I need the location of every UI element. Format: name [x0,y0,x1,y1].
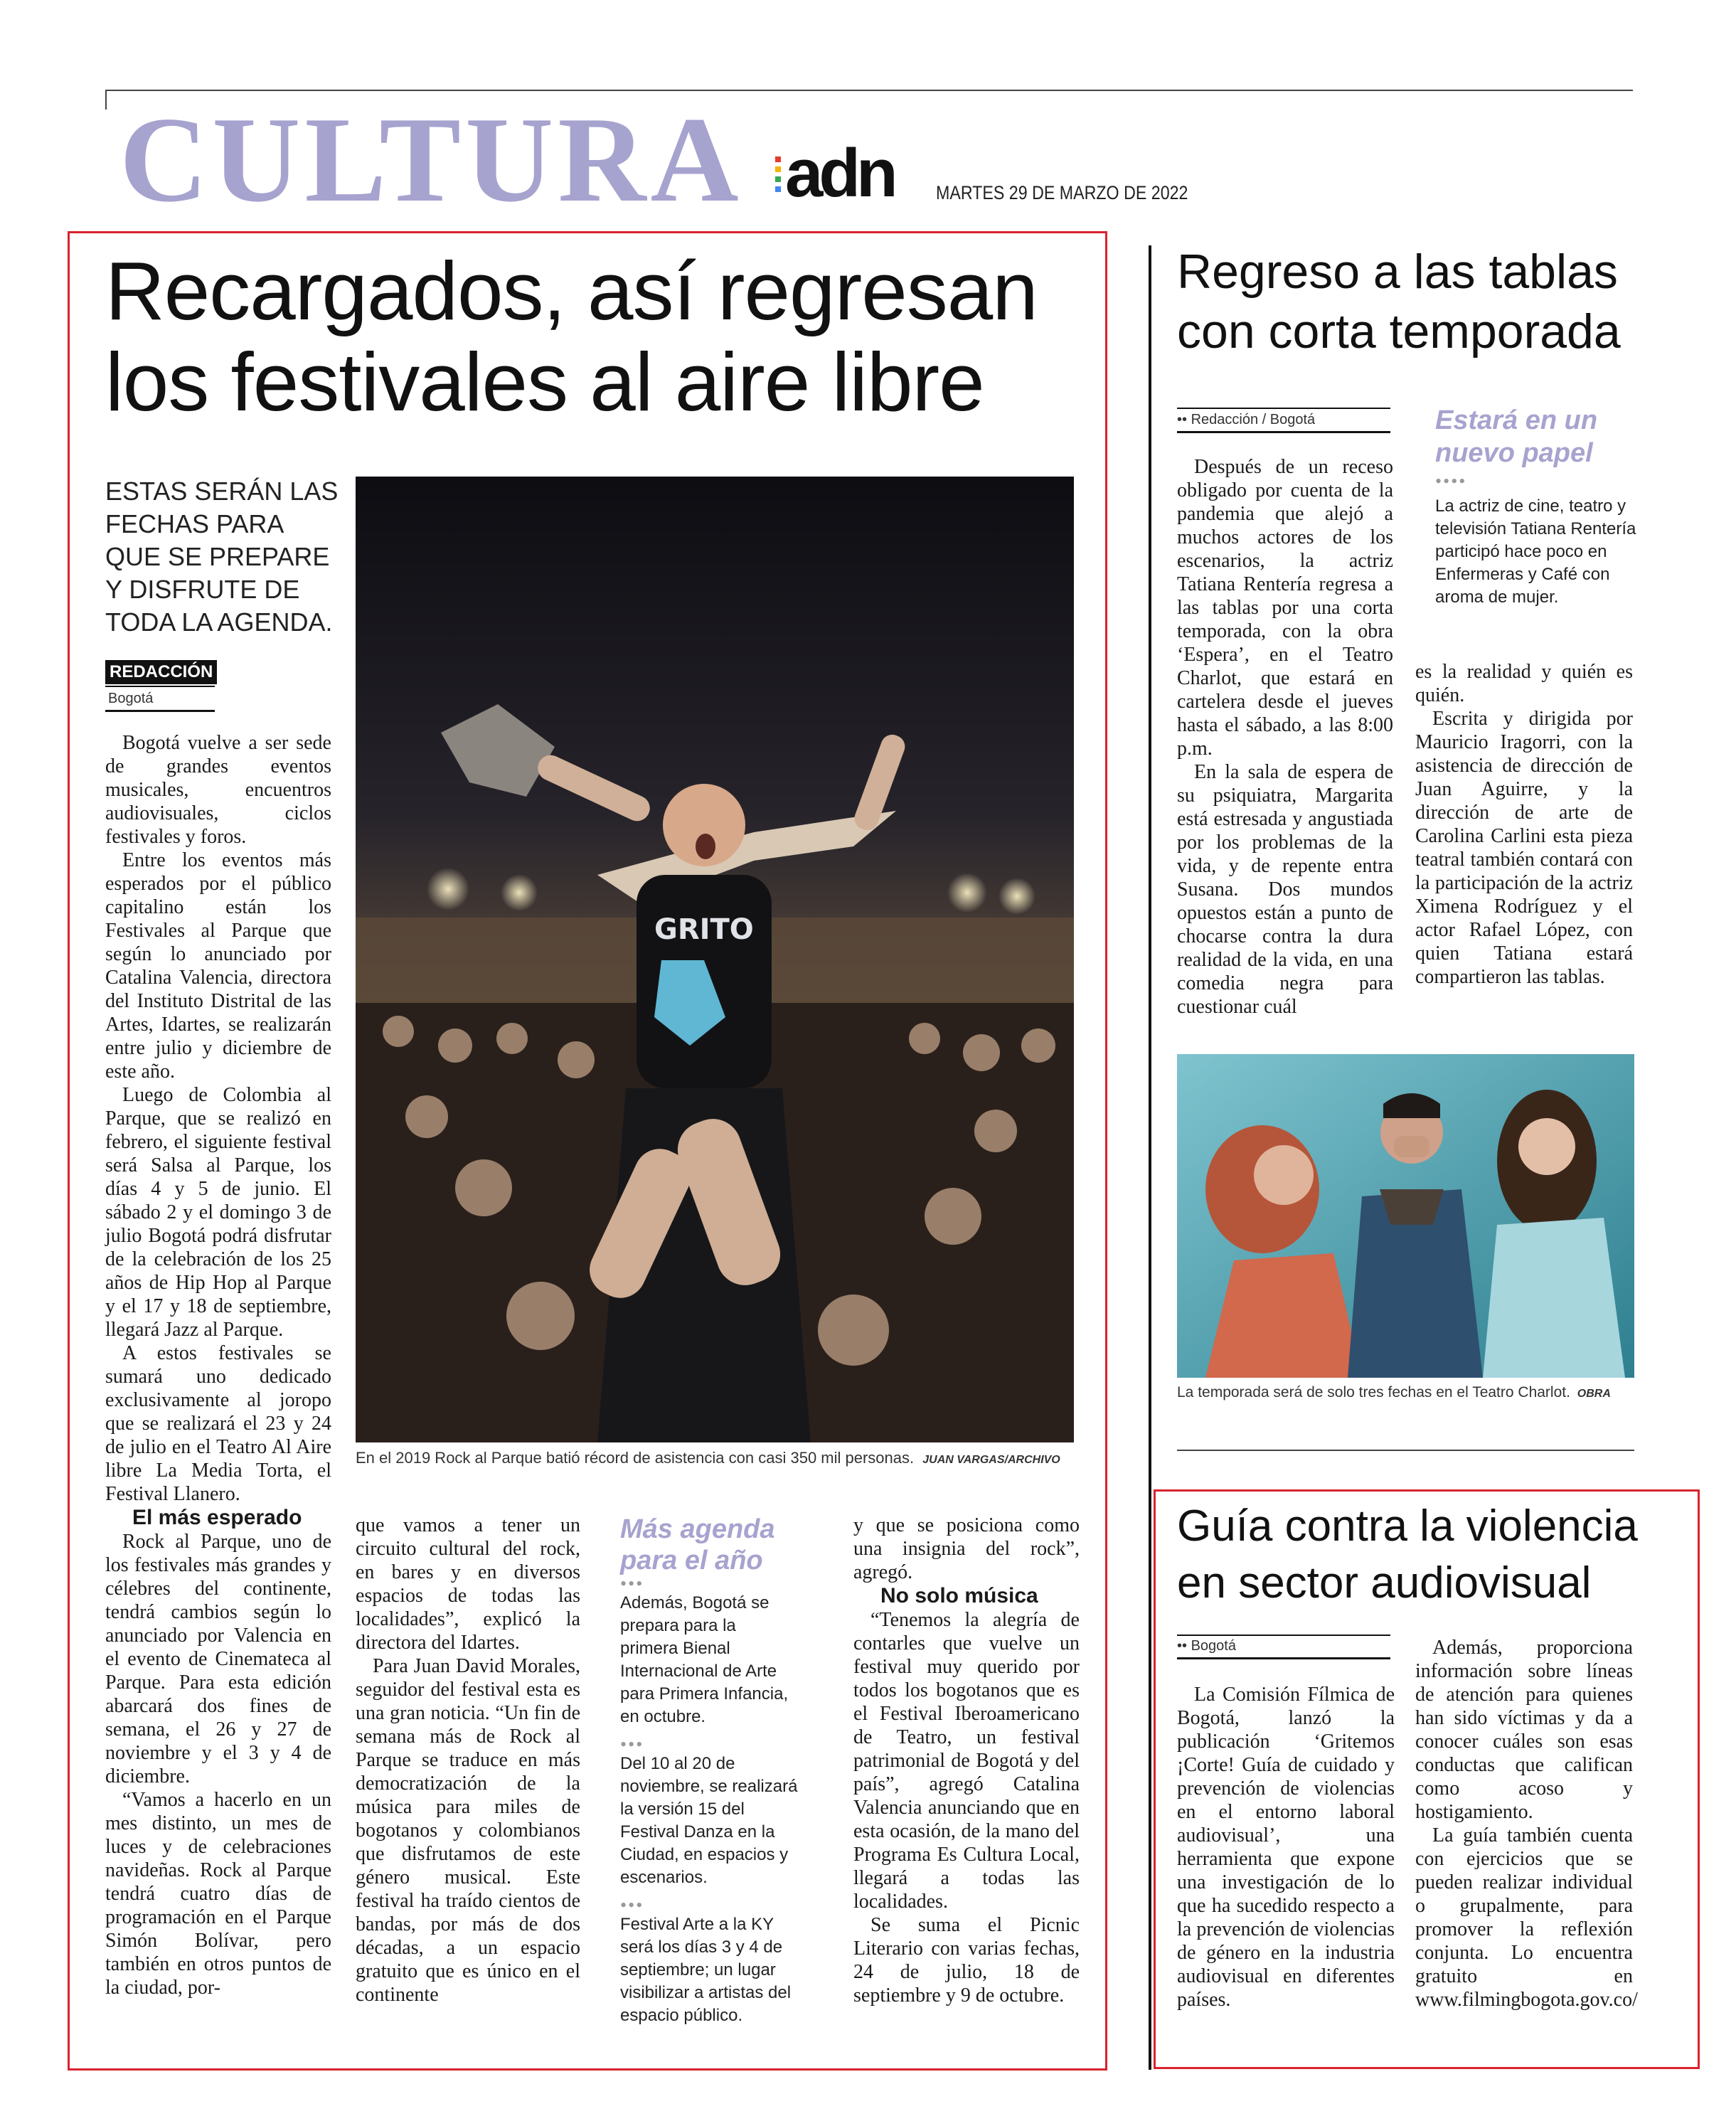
column-separator [1149,245,1151,2070]
photo-caption: En el 2019 Rock al Parque batió récord de asistencia con casi 350 mil personas. [356,1449,915,1467]
guide-byline [1177,1637,1236,1654]
concert-photo [356,477,1074,1442]
section-divider [1177,1450,1634,1451]
paragraph: Además, proporciona información sobre líneas de atención para quienes han sido víctimas y da a conocer cuáles son esas conductas que califican como acoso y hostigamiento. [1415,1637,1633,1823]
paragraph: “Tenemos la alegría de contarles que vuelve un festival muy querido por todos los bogotanos que es el Festival Iberoamericano de Teatro, un festival patrimonial de Bogotá y del país”, agregó Catalina Valencia anunciando que en esta ocasión, de la mano del Programa Es Cultura Local, llegará a todas las localidades. [853,1609,1080,1913]
theatre-byline [1177,411,1315,428]
agenda-sidebar [620,1514,798,2027]
theatre-col-2 [1415,660,1633,989]
theatre-cast-illustration [1177,1054,1634,1378]
main-deck: ESTAS SERÁN LAS FECHAS PARA QUE SE PREPARE Y DISFRUTE DE TODA LA AGENDA. [105,477,339,637]
dots-icon: •••• [1435,471,1467,491]
main-col-1 [105,731,331,1999]
logo-text: adn [785,135,894,211]
paragraph: La guía también cuenta con ejercicios que se pueden realizar individual o grupalmente, para promover la reflexión conjunta. Lo encuentra gratuito en www.filmingbogota.gov.co/ [1415,1824,1638,2011]
top-rule [105,90,1633,91]
paragraph: La Comisión Fílmica de Bogotá, lanzó la publicación ‘Gritemos ¡Corte! Guía de cuidado y prevención de violencias en el entorno laboral audiovisual’, una herramienta que expone una investigación de lo que ha sucedido respecto a la prevención de violencias de género en la industria audiovisual en diferentes países. [1177,1684,1395,2011]
sidebar-title: Estará en un nuevo papel [1435,405,1598,468]
section-title: CULTURA [119,92,743,228]
dots-icon: ••• [620,1895,644,1915]
paragraph: Bogotá vuelve a ser sede de grandes eventos musicales, encuentros audiovisuales, ciclos festivales y foros. [105,732,331,848]
paragraph: y que se posiciona como una insignia del rock”, agregó. [853,1514,1080,1583]
top-rule-tick [105,90,107,110]
paragraph: Luego de Colombia al Parque, que se realizó en febrero, el siguiente festival será Salsa al Parque, los días 4 y 5 de junio. El sábado 2 y el domingo 3 de julio Bogotá podrá disfrutar de la celebración de los 25 años de Hip Hop al Parque y el 17 y 18 de septiembre, llegará Jazz al Parque. [105,1084,331,1341]
byline-place: Bogotá [108,691,154,706]
sidebar-item: Además, Bogotá se prepara para la primera Bienal Internacional de Arte para Primera Infancia, en octubre. [620,1593,789,1726]
sidebar-item: Del 10 al 20 de noviembre, se realizará la versión 15 del Festival Danza en la Ciudad, en espacios y escenarios. [620,1754,798,1887]
adn-logo [775,135,910,211]
dots-icon: ••• [620,1734,644,1755]
paragraph: “Vamos a hacerlo en un mes distinto, un mes de luces y de celebraciones navideñas. Rock al Parque tendrá cuatro días de programación en el Parque Simón Bolívar, pero también en otros puntos de la ciudad, por- [105,1789,331,1999]
svg-text:GRITO: GRITO [654,913,754,946]
theatre-byline-rule-top [1177,408,1390,409]
byline-dots-icon: •• [1177,412,1188,427]
theatre-byline-rule-bottom [1177,431,1390,433]
theatre-headline: Regreso a las tablas con corta temporada [1177,245,1621,358]
paragraph: Después de un receso obligado por cuenta de la pandemia que alejó a muchos actores de los escenarios, la actriz Tatiana Rentería regresa a las tablas por una corta temporada, con la obra ‘Espera’, en el Teatro Charlot, que estará en cartelera desde el jueves hasta el sábado, a las 8:00 p.m. [1177,456,1393,760]
photo-caption: La temporada será de solo tres fechas en el Teatro Charlot. [1177,1384,1570,1400]
byline-text: Bogotá [1191,1638,1236,1654]
paragraph: Rock al Parque, uno de los festivales más grandes y célebres del continente, tendrá cambios según lo anunciado por Valencia en el evento de Cinemateca al Parque. Para esta edición abarcará dos fines de semana, el 26 y 27 de noviembre y el 3 y 4 de diciembre. [105,1531,331,1787]
subhead-not-only-music: No solo música [880,1584,1038,1607]
guide-byline-rule-top [1177,1635,1390,1636]
byline-text: Redacción / Bogotá [1191,412,1316,427]
byline-dots-icon: •• [1177,1638,1188,1654]
main-col-4 [853,1514,1080,2007]
guide-headline: Guía contra la violencia en sector audiovisual [1177,1502,1638,1607]
guide-col-2 [1415,1636,1638,2011]
paragraph: En la sala de espera de su psiquiatra, Margarita está estresada y angustiada por los problemas de la vida, y de repente entra Susana. Dos mundos opuestos están a punto de chocarse contra la dura realidad de la vida, en una comedia negra para cuestionar cuál [1177,761,1393,1018]
dots-icon: ••• [620,1573,644,1594]
guide-byline-rule-bottom [1177,1657,1390,1659]
paragraph: que vamos a tener un circuito cultural del rock, en bares y en diversos espacios de todas las localidades”, explicó la directora del Idartes. [356,1514,580,1654]
subhead-most-awaited: El más esperado [132,1506,302,1529]
paragraph: Para Juan David Morales, seguidor del festival esta es una gran noticia. “Un fin de semana más de Rock al Parque se traduce en más democratización de la música para miles de bogotanos y colombianos que disfrutamos de este género musical. Este festival ha traído cientos de bandas, por más de dos décadas, a un espacio gratuito que es único en el continente [356,1655,580,2006]
paragraph: Se suma el Picnic Literario con varias fechas, 24 de julio, 18 de septiembre y 9 de octubre. [853,1914,1080,2007]
crowd-surfer-illustration [356,477,1074,1442]
main-col-2 [356,1514,580,2007]
theatre-sidebar [1435,404,1641,609]
paragraph: Escrita y dirigida por Mauricio Iragorri, con la asistencia de dirección de Juan Aguirre, y la dirección de arte de Carolina Carlini esta pieza teatral también contará con la participación de la actriz Ximena Rodríguez y el actor Rafael López, con quien Tatiana estará compartieron las tablas. [1415,708,1633,988]
issue-date: MARTES 29 DE MARZO DE 2022 [936,182,1188,203]
paragraph: es la realidad y quién es quién. [1415,661,1633,706]
photo-credit: JUAN VARGAS/ARCHIVO [922,1454,1060,1466]
paragraph: Entre los eventos más esperados por el público capitalino están los Festivales al Parque que según lo anunciado por Catalina Valencia, directora del Instituto Distrital de las Artes, Idartes, se realizarán entre julio y diciembre de este año. [105,849,331,1083]
byline-rule-bottom [105,710,215,712]
logo-dots-icon [775,156,781,199]
paragraph: A estos festivales se sumará uno dedicado exclusivamente al joropo que se realizará el 23 y 24 de julio en el Teatro Al Aire libre La Media Torta, el Festival Llanero. [105,1342,331,1505]
main-headline: Recargados, así regresan los festivales al aire libre [105,245,1038,428]
byline-rule [105,686,215,687]
theatre-photo [1177,1054,1634,1378]
photo-caption-row [356,1448,1138,1470]
photo-credit: OBRA [1577,1388,1611,1400]
byline-label: REDACCIÓN [105,660,217,684]
theatre-caption-row [1177,1383,1639,1404]
sidebar-title: Más agenda para el año [620,1514,775,1575]
sidebar-text: La actriz de cine, teatro y televisión Tatiana Rentería participó hace poco en Enfermeras y Café con aroma de mujer. [1435,496,1636,607]
sidebar-item: Festival Arte a la KY será los días 3 y 4 de septiembre; un lugar visibilizar a artistas del espacio público. [620,1915,792,2025]
theatre-col-1 [1177,455,1393,1019]
guide-col-1 [1177,1683,1395,2011]
